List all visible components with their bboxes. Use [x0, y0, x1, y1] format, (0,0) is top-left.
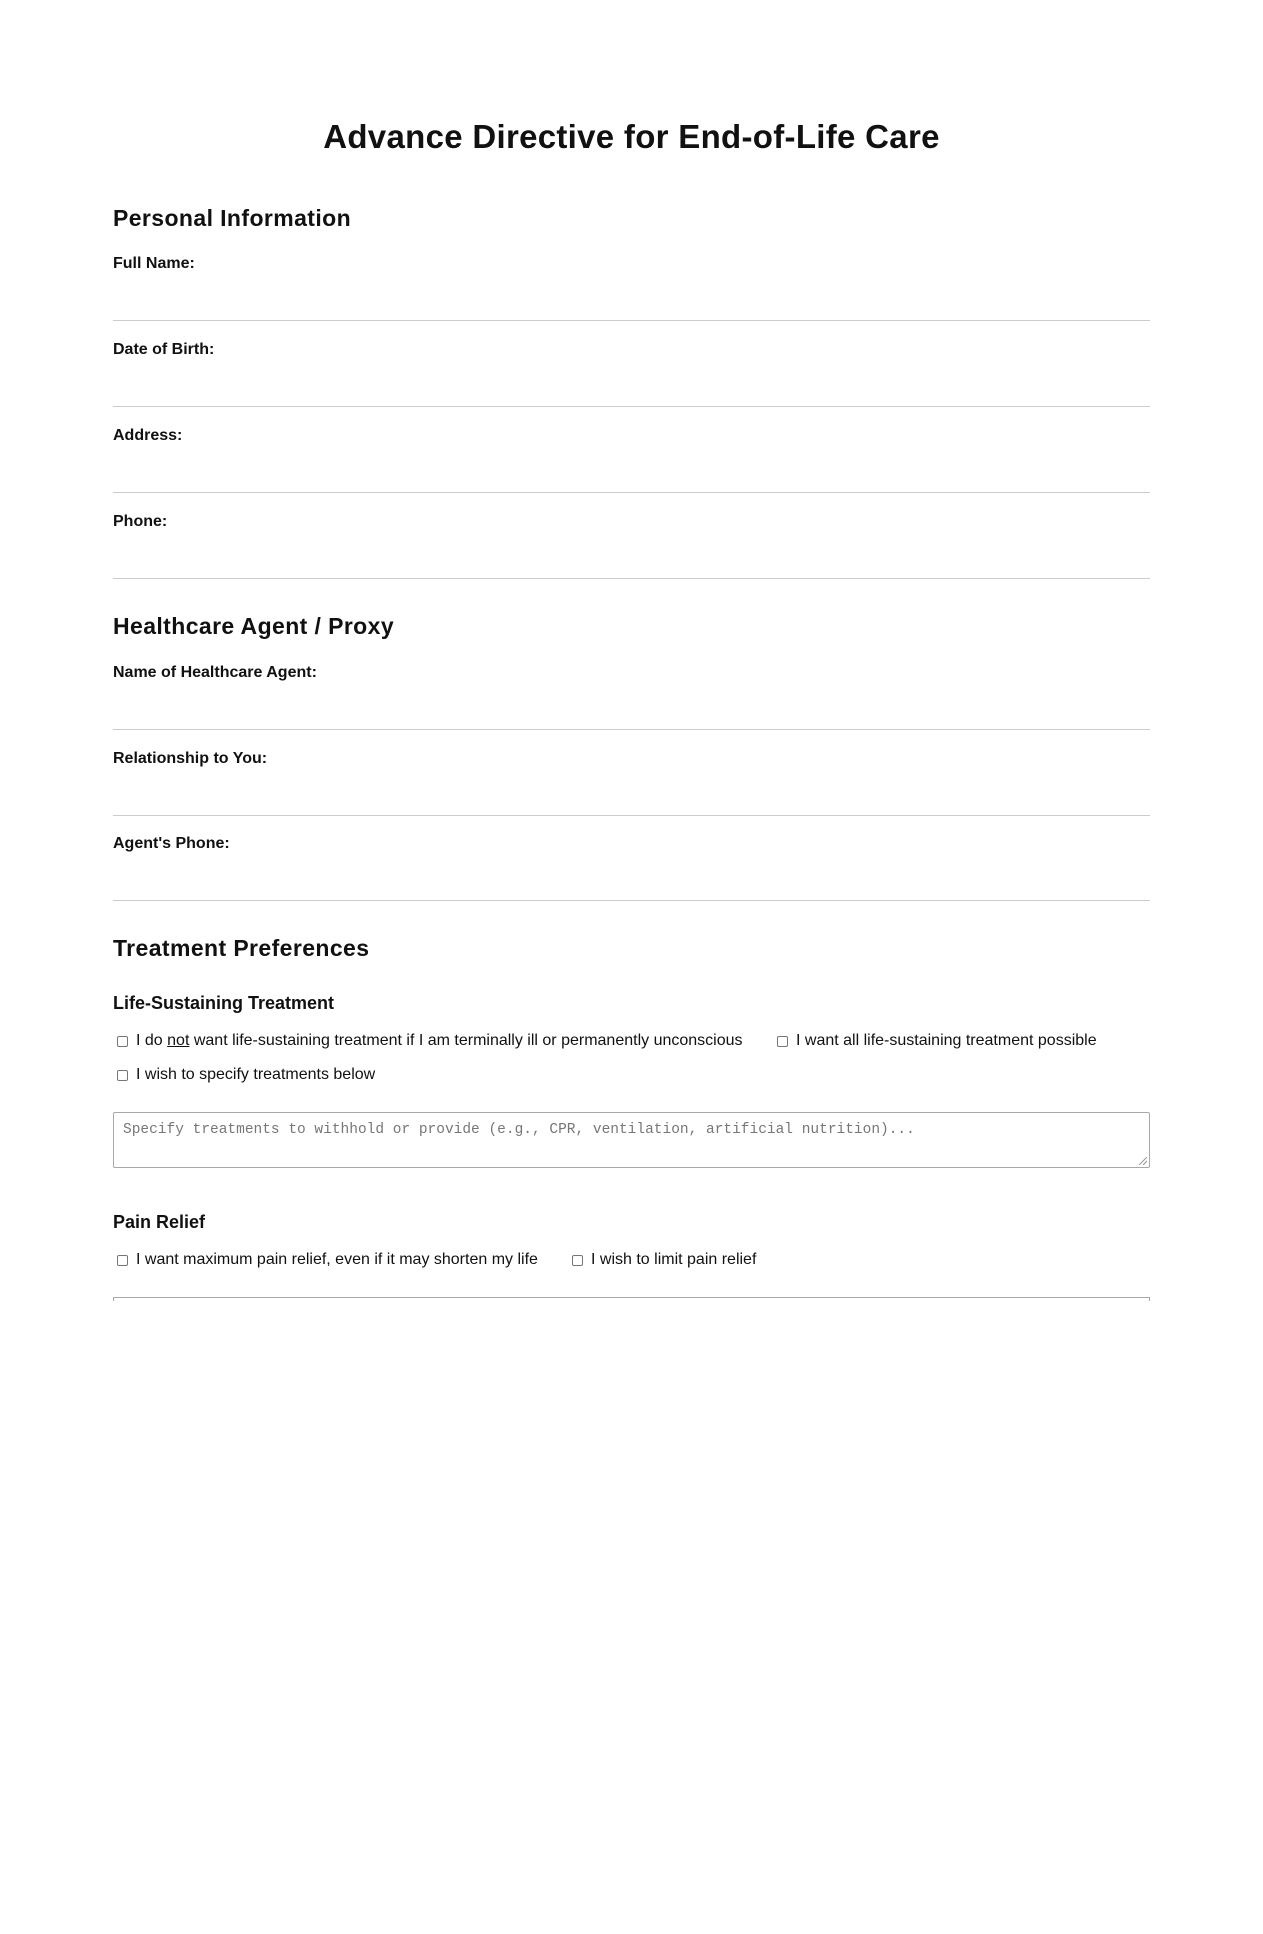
agent-name-input[interactable]: [113, 686, 1150, 730]
limit-pain-relief-label: I wish to limit pain relief: [591, 1251, 757, 1268]
no-life-sustaining-label: [136, 1032, 743, 1050]
date-of-birth-input[interactable]: [113, 363, 1150, 407]
agent-name-label: Name of Healthcare Agent:: [113, 664, 317, 681]
agent-phone-field: [113, 835, 1150, 921]
all-life-sustaining-option[interactable]: [773, 1032, 1097, 1050]
max-pain-relief-checkbox[interactable]: [117, 1255, 128, 1266]
no-life-sustaining-prefix: I do: [136, 1032, 168, 1049]
resize-grip-icon[interactable]: [1139, 1157, 1147, 1165]
specify-treatments-checkbox[interactable]: [117, 1070, 128, 1081]
agent-name-field: [113, 664, 1150, 750]
limit-pain-relief-checkbox[interactable]: [572, 1255, 583, 1266]
max-pain-relief-option[interactable]: [113, 1251, 538, 1269]
phone-label: Phone:: [113, 513, 168, 530]
address-field: [113, 427, 1150, 513]
address-label: Address:: [113, 427, 183, 444]
pain-relief-textarea[interactable]: [113, 1297, 1150, 1301]
phone-field: [113, 513, 1150, 599]
date-of-birth-field: [113, 341, 1150, 427]
page-title: Advance Directive for End-of-Life Care: [323, 118, 940, 155]
relationship-label: Relationship to You:: [113, 750, 268, 767]
agent-phone-input[interactable]: [113, 857, 1150, 901]
all-life-sustaining-checkbox[interactable]: [777, 1036, 788, 1047]
limit-pain-relief-option[interactable]: [568, 1251, 756, 1269]
pain-relief-heading: Pain Relief: [113, 1212, 206, 1232]
full-name-label: Full Name:: [113, 255, 195, 272]
life-sustaining-heading: Life-Sustaining Treatment: [113, 993, 335, 1013]
treatments-textarea[interactable]: [113, 1112, 1150, 1168]
specify-treatments-option[interactable]: [113, 1066, 375, 1084]
phone-input[interactable]: [113, 535, 1150, 579]
treatment-heading: Treatment Preferences: [113, 935, 370, 961]
all-life-sustaining-label: I want all life-sustaining treatment possible: [796, 1032, 1097, 1049]
full-name-field: [113, 255, 1150, 341]
no-life-sustaining-option[interactable]: [113, 1032, 743, 1050]
relationship-field: [113, 750, 1150, 836]
specify-treatments-label: I wish to specify treatments below: [136, 1066, 376, 1083]
no-life-sustaining-suffix: want life-sustaining treatment if I am terminally ill or permanently unconscious: [189, 1032, 743, 1049]
address-input[interactable]: [113, 449, 1150, 493]
healthcare-agent-heading: Healthcare Agent / Proxy: [113, 613, 395, 639]
not-emphasis: not: [167, 1032, 190, 1049]
relationship-input[interactable]: [113, 772, 1150, 816]
personal-info-heading: Personal Information: [113, 205, 352, 231]
no-life-sustaining-checkbox[interactable]: [117, 1036, 128, 1047]
agent-phone-label: Agent's Phone:: [113, 835, 230, 852]
date-of-birth-label: Date of Birth:: [113, 341, 215, 358]
full-name-input[interactable]: [113, 277, 1150, 321]
max-pain-relief-label: I want maximum pain relief, even if it may shorten my life: [136, 1251, 538, 1268]
treatments-textarea-placeholder: Specify treatments to withhold or provide (e.g., CPR, ventilation, artificial nutrition)...: [123, 1122, 915, 1138]
